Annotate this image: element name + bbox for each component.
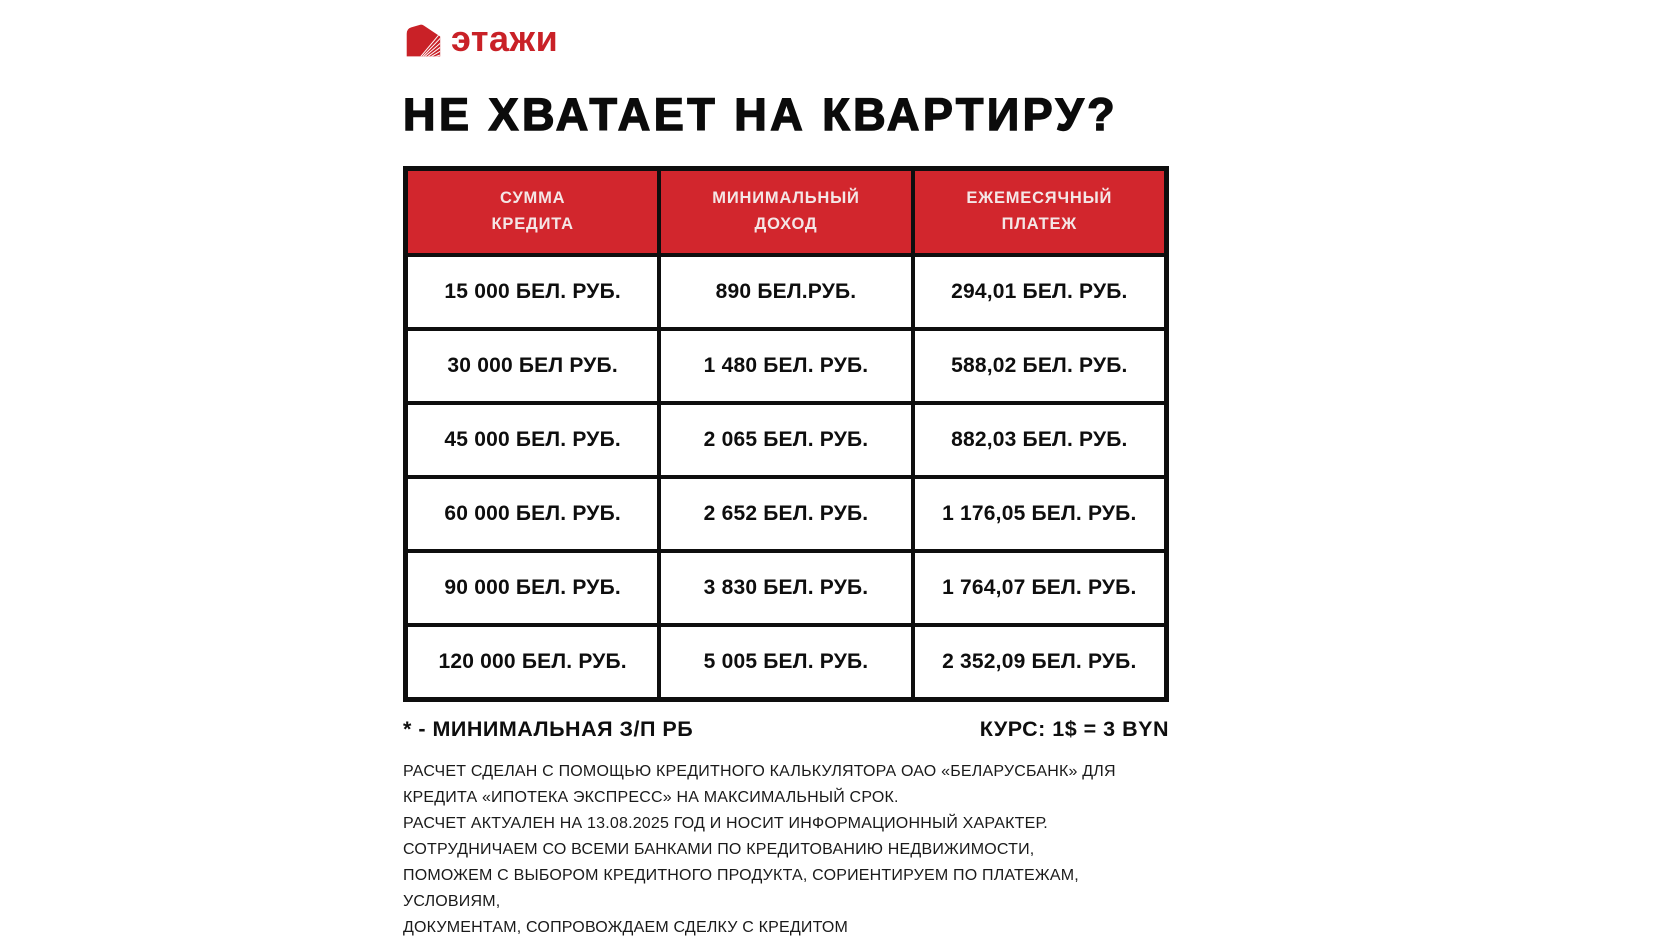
header-line: МИНИМАЛЬНЫЙ bbox=[712, 189, 860, 208]
column-header-min-income bbox=[661, 171, 910, 253]
cell-monthly-payment: 1 764,07 БЕЛ. РУБ. bbox=[915, 553, 1164, 623]
cell-monthly-payment: 588,02 БЕЛ. РУБ. bbox=[915, 331, 1164, 401]
header-line: СУММА bbox=[499, 189, 566, 208]
cell-min-income: 3 830 БЕЛ. РУБ. bbox=[661, 553, 910, 623]
header-line: КРЕДИТА bbox=[491, 215, 574, 233]
disclaimer-line: ПОМОЖЕМ С ВЫБОРОМ КРЕДИТНОГО ПРОДУКТА, СОРИЕНТИРУЕМ ПО ПЛАТЕЖАМ, bbox=[403, 867, 1079, 884]
exchange-rate: КУРС: 1$ = 3 BYN bbox=[979, 717, 1169, 741]
cell-credit-sum: 30 000 БЕЛ РУБ. bbox=[408, 331, 657, 401]
cell-monthly-payment: 294,01 БЕЛ. РУБ. bbox=[915, 257, 1164, 327]
column-header-credit-sum bbox=[408, 171, 657, 253]
cell-credit-sum: 15 000 БЕЛ. РУБ. bbox=[408, 257, 657, 327]
footnote-row bbox=[403, 717, 1169, 742]
cell-credit-sum: 90 000 БЕЛ. РУБ. bbox=[408, 553, 657, 623]
disclaimer-text bbox=[403, 759, 1169, 941]
footnote-min-salary: * - МИНИМАЛЬНАЯ З/П РБ bbox=[403, 717, 694, 741]
page-title: НЕ ХВАТАЕТ НА КВАРТИРУ? bbox=[403, 89, 1119, 140]
column-header-monthly-payment bbox=[915, 171, 1164, 253]
disclaimer-line: КРЕДИТА «ИПОТЕКА ЭКСПРЕСС» НА МАКСИМАЛЬНЫЙ СРОК. bbox=[403, 789, 899, 806]
disclaimer-line: УСЛОВИЯМ, bbox=[403, 893, 501, 910]
logo-text: этажи bbox=[451, 18, 559, 59]
cell-min-income: 2 652 БЕЛ. РУБ. bbox=[661, 479, 910, 549]
cell-min-income: 1 480 БЕЛ. РУБ. bbox=[661, 331, 910, 401]
cell-monthly-payment: 2 352,09 БЕЛ. РУБ. bbox=[915, 627, 1164, 697]
cell-credit-sum: 45 000 БЕЛ. РУБ. bbox=[408, 405, 657, 475]
disclaimer-line: РАСЧЕТ СДЕЛАН С ПОМОЩЬЮ КРЕДИТНОГО КАЛЬКУЛЯТОРА ОАО «БЕЛАРУСБАНК» ДЛЯ bbox=[403, 763, 1116, 780]
cell-min-income: 890 БЕЛ.РУБ. bbox=[661, 257, 910, 327]
poster-content bbox=[403, 0, 1169, 941]
cell-min-income: 2 065 БЕЛ. РУБ. bbox=[661, 405, 910, 475]
disclaimer-line: СОТРУДНИЧАЕМ СО ВСЕМИ БАНКАМИ ПО КРЕДИТОВАНИЮ НЕДВИЖИМОСТИ, bbox=[403, 841, 1035, 858]
credit-table bbox=[403, 166, 1169, 702]
cell-monthly-payment: 1 176,05 БЕЛ. РУБ. bbox=[915, 479, 1164, 549]
cell-credit-sum: 120 000 БЕЛ. РУБ. bbox=[408, 627, 657, 697]
cell-credit-sum: 60 000 БЕЛ. РУБ. bbox=[408, 479, 657, 549]
house-logo-icon bbox=[403, 22, 443, 60]
disclaimer-line: ДОКУМЕНТАМ, СОПРОВОЖДАЕМ СДЕЛКУ С КРЕДИТОМ bbox=[403, 919, 849, 936]
header-line: ПЛАТЕЖ bbox=[1001, 215, 1077, 233]
cell-monthly-payment: 882,03 БЕЛ. РУБ. bbox=[915, 405, 1164, 475]
header-line: ЕЖЕМЕСЯЧНЫЙ bbox=[966, 189, 1113, 208]
header-line: ДОХОД bbox=[754, 215, 818, 233]
cell-min-income: 5 005 БЕЛ. РУБ. bbox=[661, 627, 910, 697]
disclaimer-line: РАСЧЕТ АКТУАЛЕН НА 13.08.2025 ГОД И НОСИТ ИНФОРМАЦИОННЫЙ ХАРАКТЕР. bbox=[403, 815, 1048, 832]
etazhi-logo bbox=[403, 18, 1169, 61]
